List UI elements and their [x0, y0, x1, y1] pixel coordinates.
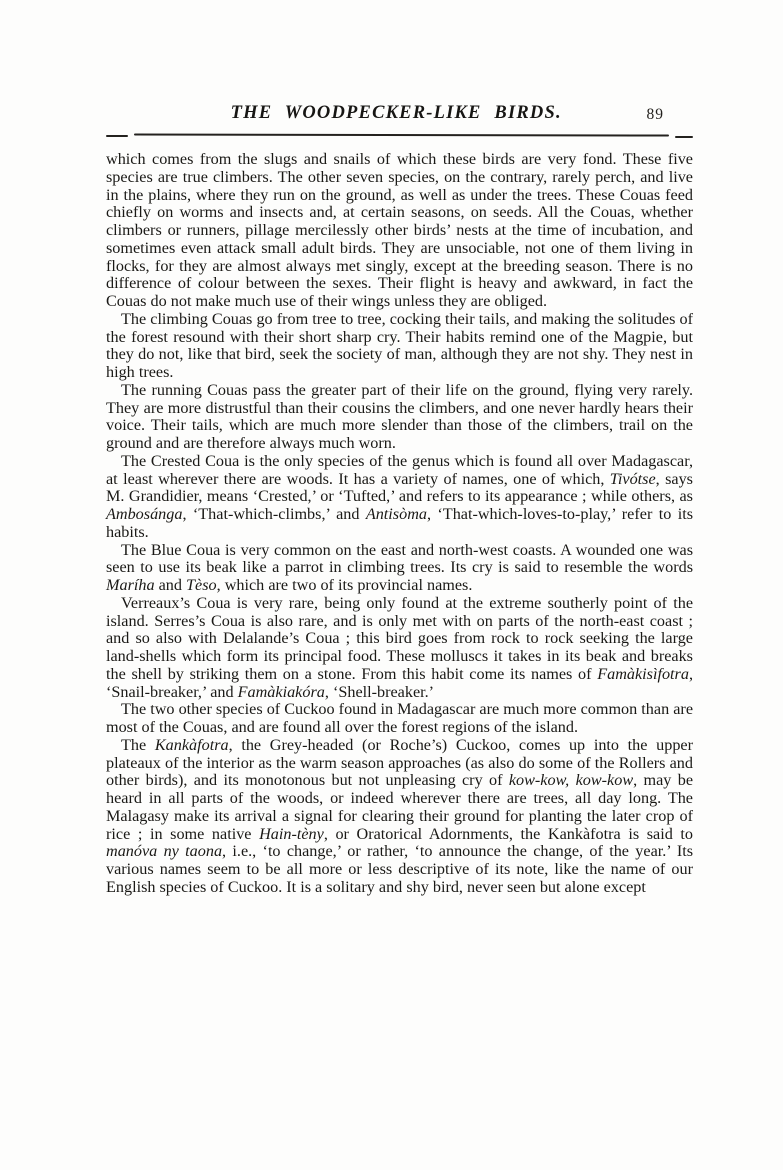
rule-main-line [134, 133, 669, 136]
text-run: and [154, 576, 187, 594]
text-block [106, 103, 693, 897]
italic-term: Tivótse [609, 469, 656, 488]
italic-term: Famàkiakóra [237, 682, 325, 701]
paragraph-3 [106, 382, 693, 453]
paragraph-8 [106, 737, 693, 897]
paragraph-4 [106, 453, 693, 542]
paragraph-1 [106, 151, 693, 311]
italic-term: kow-kow, kow-kow [508, 771, 634, 790]
italic-term: manóva ny taona [106, 842, 223, 861]
text-run: , may be heard in all parts of the woods, or indeed wherever there are trees, all day long. The Malagasy make its arrival a signal for clearing their ground for planting the later crop of rice ; in some native [106, 771, 693, 843]
header-rule [106, 134, 693, 140]
text-run: , ‘That-which-loves-to-play,’ refer to its habits. [106, 505, 693, 541]
text-run: , says M. Grandidier, means ‘Crested,’ or ‘Tufted,’ and refers to its appearance ; while others, as [106, 469, 693, 506]
body-text [106, 151, 693, 897]
paragraph-7 [106, 701, 693, 737]
text-run: , or Oratorical Adornments, the Kankàfotra is said to [323, 824, 693, 843]
page-title: THE WOODPECKER-LIKE BIRDS. [230, 103, 562, 123]
text-run: , ‘Shell-breaker.’ [324, 682, 435, 701]
text-run: , ‘That-which-climbs,’ and [182, 505, 366, 523]
page-number: 89 [646, 106, 664, 123]
italic-term: Maríha [106, 576, 155, 594]
text-run: which comes from the slugs and snails of which these birds are very fond. These five species are true climbers. The other seven species, on the contrary, rarely perch, and live in the plains, where they run on the ground, as well as under the trees. These Couas feed chiefly on worms and insects and, at certain seasons, on seeds. All the Couas, whether climbers or runners, pillage mercilessly other birds’ nests at the time of incubation, and sometimes even attack small adult birds. They are unsociable, not one of them living in flocks, for they are almost always met singly, except at the breeding season. There is no difference of colour between the sexes. Their flight is heavy and awkward, in fact the Couas do not make much use of their wings unless they are obliged. [106, 150, 693, 310]
rule-left-dash [106, 135, 128, 137]
text-run: The two other species of Cuckoo found in Madagascar are much more common than are most of the Couas, and are found all over the forest regions of the island. [106, 700, 693, 736]
text-run: The running Couas pass the greater part of their life on the ground, flying very rarely. They are more distrustful than their cousins the climbers, and one never hardly hears their voice. Their tails, which are much more slender than those of the climbers, trail on the ground and are therefore always much worn. [106, 380, 693, 452]
paragraph-2 [106, 311, 693, 382]
paragraph-5 [106, 542, 693, 595]
text-run: The Crested Coua is the only species of the genus which is found all over Madagascar, at least wherever there are woods. It has a variety of names, one of which, [106, 451, 693, 488]
text-run: The Blue Coua is very common on the east and north-west coasts. A wounded one was seen to use its beak like a parrot in climbing trees. Its cry is said to resemble the words [106, 540, 693, 577]
text-run: , ‘Snail-breaker,’ and [106, 664, 693, 701]
italic-term: Antisòma [365, 505, 427, 523]
italic-term: Ambosánga [106, 505, 183, 523]
text-run: , which are two of its provincial names. [216, 576, 473, 594]
running-head [106, 103, 693, 131]
text-run: Verreaux’s Coua is very rare, being only found at the extreme southerly point of the island. Serres’s Coua is also rare, and is only met with on parts of the north-east coast ; and so also with Delalande’s Coua ; this bird goes from rock to rock seeking the large land-shells which form its principal food. These molluscs it takes in its beak and breaks the shell by striking them on a stone. From this habit come its names of [106, 593, 693, 683]
italic-term: Tèso [186, 576, 217, 594]
rule-right-dash [675, 136, 693, 138]
text-run: , the Grey-headed (or Roche’s) Cuckoo, comes up into the upper plateaux of the interior as the warm season approaches (as also do some of the Rollers and other birds), and its monotonous but not unpleasing cry of [106, 735, 693, 790]
text-run: The [121, 735, 155, 754]
text-run: The climbing Couas go from tree to tree, cocking their tails, and making the solitudes of the forest resound with their short sharp cry. Their habits remind one of the Magpie, but they do not, like that bird, seek the society of man, although they are not shy. They nest in high trees. [106, 309, 693, 381]
italic-term: Famàkisìfotra [597, 664, 689, 683]
italic-term: Hain-tèny [259, 824, 324, 843]
paragraph-6 [106, 595, 693, 702]
text-run: , i.e., ‘to change,’ or rather, ‘to announce the change, of the year.’ Its various names seem to be all more or less descriptive of its note, like the name of our English species of Cuckoo. It is a solitary and shy bird, never seen but alone except [106, 842, 694, 896]
italic-term: Kankàfotra [154, 735, 229, 754]
